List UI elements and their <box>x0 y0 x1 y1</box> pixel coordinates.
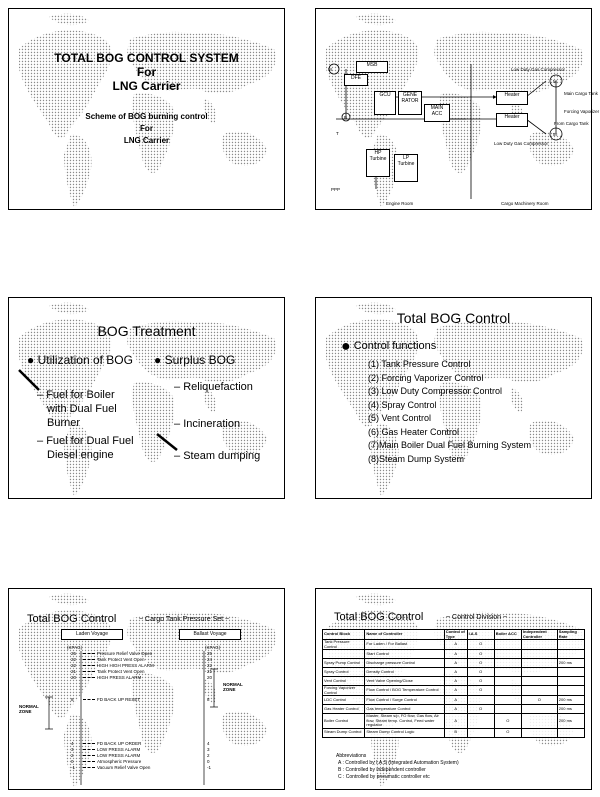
pressure-value-left: 25 <box>71 651 77 656</box>
msb-box: MSB <box>356 61 388 73</box>
table-cell: Density Control <box>365 668 444 677</box>
pressure-value-right: 24 <box>207 657 213 662</box>
slide-6-subtitle: ~ Control Division ~ <box>446 614 508 621</box>
pressure-arrow-line <box>83 677 95 678</box>
slide-1-title-line-3: LNG Carrier <box>112 79 181 93</box>
table-cell: O <box>467 668 494 677</box>
system-diagram-lines <box>316 9 591 209</box>
table-cell <box>521 650 557 659</box>
slide-1-subtitle-line-3: LNG Carrier <box>123 136 170 145</box>
table-cell: Vent Control <box>323 677 365 686</box>
control-function-item: (1) Tank Pressure Control <box>368 359 471 369</box>
table-cell <box>521 686 557 696</box>
table-cell: Tank Pressure Control <box>323 640 365 650</box>
pressure-arrow-line <box>83 699 95 700</box>
pressure-value-left: 3 <box>71 747 74 752</box>
utilization-item-2: with Dual Fuel <box>47 403 117 415</box>
dash: – <box>174 381 181 393</box>
table-cell: LDC Control <box>323 696 365 705</box>
slide-3-title: BOG Treatment <box>97 323 196 339</box>
table-cell: O <box>467 677 494 686</box>
surplus-item-1 <box>174 381 253 393</box>
slide-4-control-functions <box>315 297 592 499</box>
table-cell: O <box>467 686 494 696</box>
control-function-item: (4) Spray Control <box>368 399 437 410</box>
laden-voyage-box: Laden Voyage <box>61 629 123 640</box>
table-cell <box>494 705 521 714</box>
table-cell: O <box>494 728 521 737</box>
pressure-threshold-label: Vacuum Relief Valve Open <box>97 765 151 770</box>
pressure-threshold-label: HIGH PRESS ALARM <box>97 675 142 680</box>
slide-1-title-line-2: For <box>136 65 157 79</box>
table-row <box>323 659 585 668</box>
control-function-item: (3) Low Duty Compressor Control <box>368 386 503 396</box>
table-row <box>323 640 585 650</box>
table-cell <box>521 640 557 650</box>
table-header-cell: Control of Type <box>444 630 467 640</box>
table-cell: 200 ms <box>557 696 584 705</box>
pressure-value-left: -1 <box>71 765 76 770</box>
b-label: B <box>344 115 348 120</box>
utilization-item-1 <box>37 388 115 402</box>
table-cell: A <box>444 705 467 714</box>
slide-1-subtitle-line-1: Scheme of BOG burning control <box>85 112 208 121</box>
table-cell <box>494 668 521 677</box>
bullet-icon: ● <box>341 338 351 355</box>
table-cell: Spray Pump Control <box>323 659 365 668</box>
pressure-value-left: 21 <box>71 669 77 674</box>
table-cell: A <box>444 640 467 650</box>
from-cargo-tank-label: From Cargo Tank <box>554 121 589 126</box>
table-cell <box>557 650 584 659</box>
abbreviations-title: Abbreviations <box>336 753 367 759</box>
kpag-left-label: (KPAG) <box>67 645 83 650</box>
table-cell <box>557 728 584 737</box>
utilization-item-5: Diesel engine <box>47 449 114 461</box>
ldc-top-label: Low Duty Gas Compressor <box>511 67 566 72</box>
pressure-arrow-line <box>83 755 95 756</box>
table-cell: Gas Heater Control <box>323 705 365 714</box>
slide-2-system-diagram <box>315 8 600 210</box>
table-cell: Flow Control / Surge Control <box>365 696 444 705</box>
pressure-value-right: 20 <box>207 675 213 680</box>
table-cell: Boiler Control <box>323 714 365 729</box>
table-cell <box>521 705 557 714</box>
slide-5-title: Total BOG Control <box>27 613 117 625</box>
table-cell: Spray Control <box>323 668 365 677</box>
table-cell: Flow Control / BOG Temperature Control <box>365 686 444 696</box>
abbreviation-a: A : Controlled by I.A.S (Integrated Automation System) <box>338 760 459 766</box>
table-cell <box>557 677 584 686</box>
pressure-value-left: 22 <box>71 663 77 668</box>
table-cell <box>521 659 557 668</box>
table-row <box>323 728 585 737</box>
dash: – <box>37 435 44 447</box>
pressure-value-right: 21 <box>207 669 213 674</box>
table-cell: O <box>467 640 494 650</box>
control-function-item: (5) Vent Control <box>368 413 432 423</box>
pressure-value-right: 25 <box>207 651 213 656</box>
table-cell <box>494 650 521 659</box>
table-cell: B <box>444 728 467 737</box>
control-division-table <box>322 629 585 738</box>
pressure-value-left: 0 <box>71 759 74 764</box>
table-header-cell: Name of Controller <box>365 630 444 640</box>
t-label: T <box>336 131 339 136</box>
dash: – <box>174 418 181 430</box>
control-function-item: (8)Steam Dump System <box>368 453 465 464</box>
pressure-value-right: 0 <box>207 759 210 764</box>
table-cell: 200 ms <box>557 714 584 729</box>
pressure-arrow-line <box>83 767 95 768</box>
pressure-threshold-label: Tank Protect Vent Open <box>97 669 145 674</box>
pressure-threshold-label: Pressure Relief Valve Open <box>97 651 153 656</box>
table-cell: Steam Dump Control Logic <box>365 728 444 737</box>
surplus-heading-text: Surplus BOG <box>164 353 236 367</box>
ldc-bottom-label: Low Duty Gas Compressor <box>494 141 549 146</box>
table-cell: O <box>467 650 494 659</box>
table-cell: Gas temperature Control <box>365 705 444 714</box>
pressure-threshold-label: Atmospheric Pressure <box>97 759 142 764</box>
table-cell <box>494 640 521 650</box>
table-cell <box>467 714 494 729</box>
surplus-item-2 <box>174 418 240 430</box>
table-row <box>323 668 585 677</box>
slide-3-bog-treatment <box>8 297 285 499</box>
pressure-value-left: 22 <box>71 657 77 662</box>
surplus-heading: ● Surplus BOG <box>154 353 236 367</box>
utilization-heading-text: Utilization of BOG <box>37 353 133 367</box>
table-cell: Vent Valve Opening/Close <box>365 677 444 686</box>
control-functions-list <box>368 358 531 466</box>
table-cell <box>494 677 521 686</box>
world-map-background <box>9 9 284 209</box>
table-header-cell: Boiler ACC <box>494 630 521 640</box>
pressure-value-right: -1 <box>207 765 212 770</box>
pressure-value-right: 22 <box>207 663 213 668</box>
table-row <box>323 714 585 729</box>
dfe-box: DFE <box>344 74 368 86</box>
table-cell: For Laden / For Ballast <box>365 640 444 650</box>
pressure-value-right: 8 <box>207 697 210 702</box>
table-cell <box>494 696 521 705</box>
table-row <box>323 650 585 659</box>
table-row <box>323 696 585 705</box>
control-function-item: (2) Forcing Vaporizer Control <box>368 372 484 383</box>
pressure-value-left: 4 <box>71 741 74 746</box>
table-cell <box>557 640 584 650</box>
table-cell: Steam Dump Control <box>323 728 365 737</box>
table-cell <box>494 686 521 696</box>
ballast-voyage-box: Ballast Voyage <box>179 629 241 640</box>
gcu-box: GCU <box>374 91 396 115</box>
slide-1-title-line-1: TOTAL BOG CONTROL SYSTEM <box>54 51 239 65</box>
generator-box: GENE RATOR <box>398 91 422 115</box>
cargo-machinery-room-label: Cargo Machinery Room <box>501 201 549 206</box>
pressure-arrow-line <box>83 653 95 654</box>
table-row <box>323 677 585 686</box>
table-cell <box>557 668 584 677</box>
surplus-item-3-text: Steam dumping <box>183 450 261 462</box>
pressure-threshold-label: FD BACK UP ORDER <box>97 741 142 746</box>
slide-1-subtitle-line-2: For <box>140 124 153 133</box>
table-row <box>323 705 585 714</box>
pressure-arrow-line <box>83 659 95 660</box>
main-cargo-tank-label: Main Cargo Tank <box>564 91 598 96</box>
table-header-cell: Control Block <box>323 630 365 640</box>
table-cell: 200 ms <box>557 705 584 714</box>
pressure-threshold-label: LOW PRESS ALARM <box>97 753 141 758</box>
table-cell: A <box>444 714 467 729</box>
pressure-value-left: 20 <box>71 675 77 680</box>
control-functions-heading-text: Control functions <box>353 340 437 352</box>
pressure-arrow-line <box>83 671 95 672</box>
m-label-1: M <box>328 67 332 72</box>
ppp-label: PPP <box>331 187 341 192</box>
table-cell <box>521 728 557 737</box>
hp-turbine-box: HP Turbine <box>366 149 390 177</box>
pressure-threshold-label: LOW PRESS ALARM <box>97 747 141 752</box>
pressure-value-right: 3 <box>207 747 210 752</box>
utilization-item-3: Burner <box>47 417 81 429</box>
utilization-item-4-text: Fuel for Dual Fuel <box>46 435 134 447</box>
slide-4-title: Total BOG Control <box>396 310 511 326</box>
engine-room-label: Engine Room <box>386 201 414 206</box>
table-cell: A <box>444 650 467 659</box>
forcing-vaporizer-label: Forcing Vaporizer <box>564 109 600 114</box>
table-cell <box>521 677 557 686</box>
table-cell: Master, Steam s/p, FO flow, Gas flow, Air flow, Steam temp. Control, Feed water regulator <box>365 714 444 729</box>
slide-1 <box>8 8 285 210</box>
table-cell: A <box>444 659 467 668</box>
control-function-item: (6) Gas Heater Control <box>368 426 460 437</box>
m-label-3: M <box>553 132 557 137</box>
surplus-item-1-text: Reliquefaction <box>183 381 253 393</box>
table-cell <box>521 714 557 729</box>
m-label-2: M <box>553 79 557 84</box>
utilization-heading: ● Utilization of BOG <box>27 353 133 367</box>
pressure-arrow-line <box>83 761 95 762</box>
control-function-item: (7)Main Boiler Dual Fuel Burning System <box>368 440 532 450</box>
slide-6-title: Total BOG Control <box>334 611 424 623</box>
heater-box-1: Heater <box>496 91 528 105</box>
normal-zone-left: NORMAL ZONE <box>19 704 39 714</box>
lp-turbine-box: LP Turbine <box>394 154 418 182</box>
table-cell: A <box>444 696 467 705</box>
abbreviation-c: C : Controlled by pneumatic controller etc <box>338 774 430 780</box>
pressure-threshold-label: FD BACK UP RESET <box>97 697 141 702</box>
main-acc-box: MAIN ACC <box>424 104 450 122</box>
surplus-item-2-text: Incineration <box>183 418 241 430</box>
normal-zone-right: NORMAL ZONE <box>223 682 243 692</box>
control-functions-heading <box>341 338 436 356</box>
heater-box-2: Heater <box>496 113 528 127</box>
table-cell: A <box>444 677 467 686</box>
table-cell: Start Control <box>365 650 444 659</box>
table-header-cell: I.A.S <box>467 630 494 640</box>
table-cell <box>557 686 584 696</box>
pressure-arrow-line <box>83 665 95 666</box>
table-header-cell: Independent Controller <box>521 630 557 640</box>
table-cell: Forcing Vaporizer Control <box>323 686 365 696</box>
pressure-threshold-label: Tank Protect Vent Open <box>97 657 145 662</box>
pressure-value-left: 8 <box>71 697 74 702</box>
pressure-value-left: 2 <box>71 753 74 758</box>
dash: – <box>37 389 44 401</box>
table-cell: O <box>521 696 557 705</box>
pressure-arrow-line <box>83 749 95 750</box>
pressure-threshold-label: HIGH HIGH PRESS ALARM <box>97 663 154 668</box>
utilization-item-1-text: Fuel for Boiler <box>46 389 115 401</box>
table-cell: O <box>467 659 494 668</box>
pressure-value-right: 4 <box>207 741 210 746</box>
table-cell <box>521 668 557 677</box>
kpag-right-label: (KPAG) <box>205 645 221 650</box>
table-cell: O <box>467 705 494 714</box>
table-cell <box>494 659 521 668</box>
table-cell: Discharge pressure Control <box>365 659 444 668</box>
table-cell: A <box>444 668 467 677</box>
table-cell: 200 ms <box>557 659 584 668</box>
pressure-arrow-line <box>83 743 95 744</box>
table-cell <box>467 696 494 705</box>
table-cell <box>467 728 494 737</box>
slide-5-subtitle: ~ Cargo Tank Pressure Set ~ <box>139 616 230 623</box>
utilization-item-4 <box>37 434 134 448</box>
abbreviation-b: B : Controlled by independent controller <box>338 767 426 773</box>
table-cell: A <box>444 686 467 696</box>
pressure-value-right: 2 <box>207 753 210 758</box>
slide-5-pressure-set <box>8 588 285 790</box>
table-header-cell: Sampling Rate <box>557 630 584 640</box>
surplus-item-3 <box>174 450 260 462</box>
dash: – <box>174 450 181 462</box>
table-cell <box>323 650 365 659</box>
table-cell: O <box>494 714 521 729</box>
slide-6-control-division <box>315 588 592 790</box>
table-row <box>323 686 585 696</box>
